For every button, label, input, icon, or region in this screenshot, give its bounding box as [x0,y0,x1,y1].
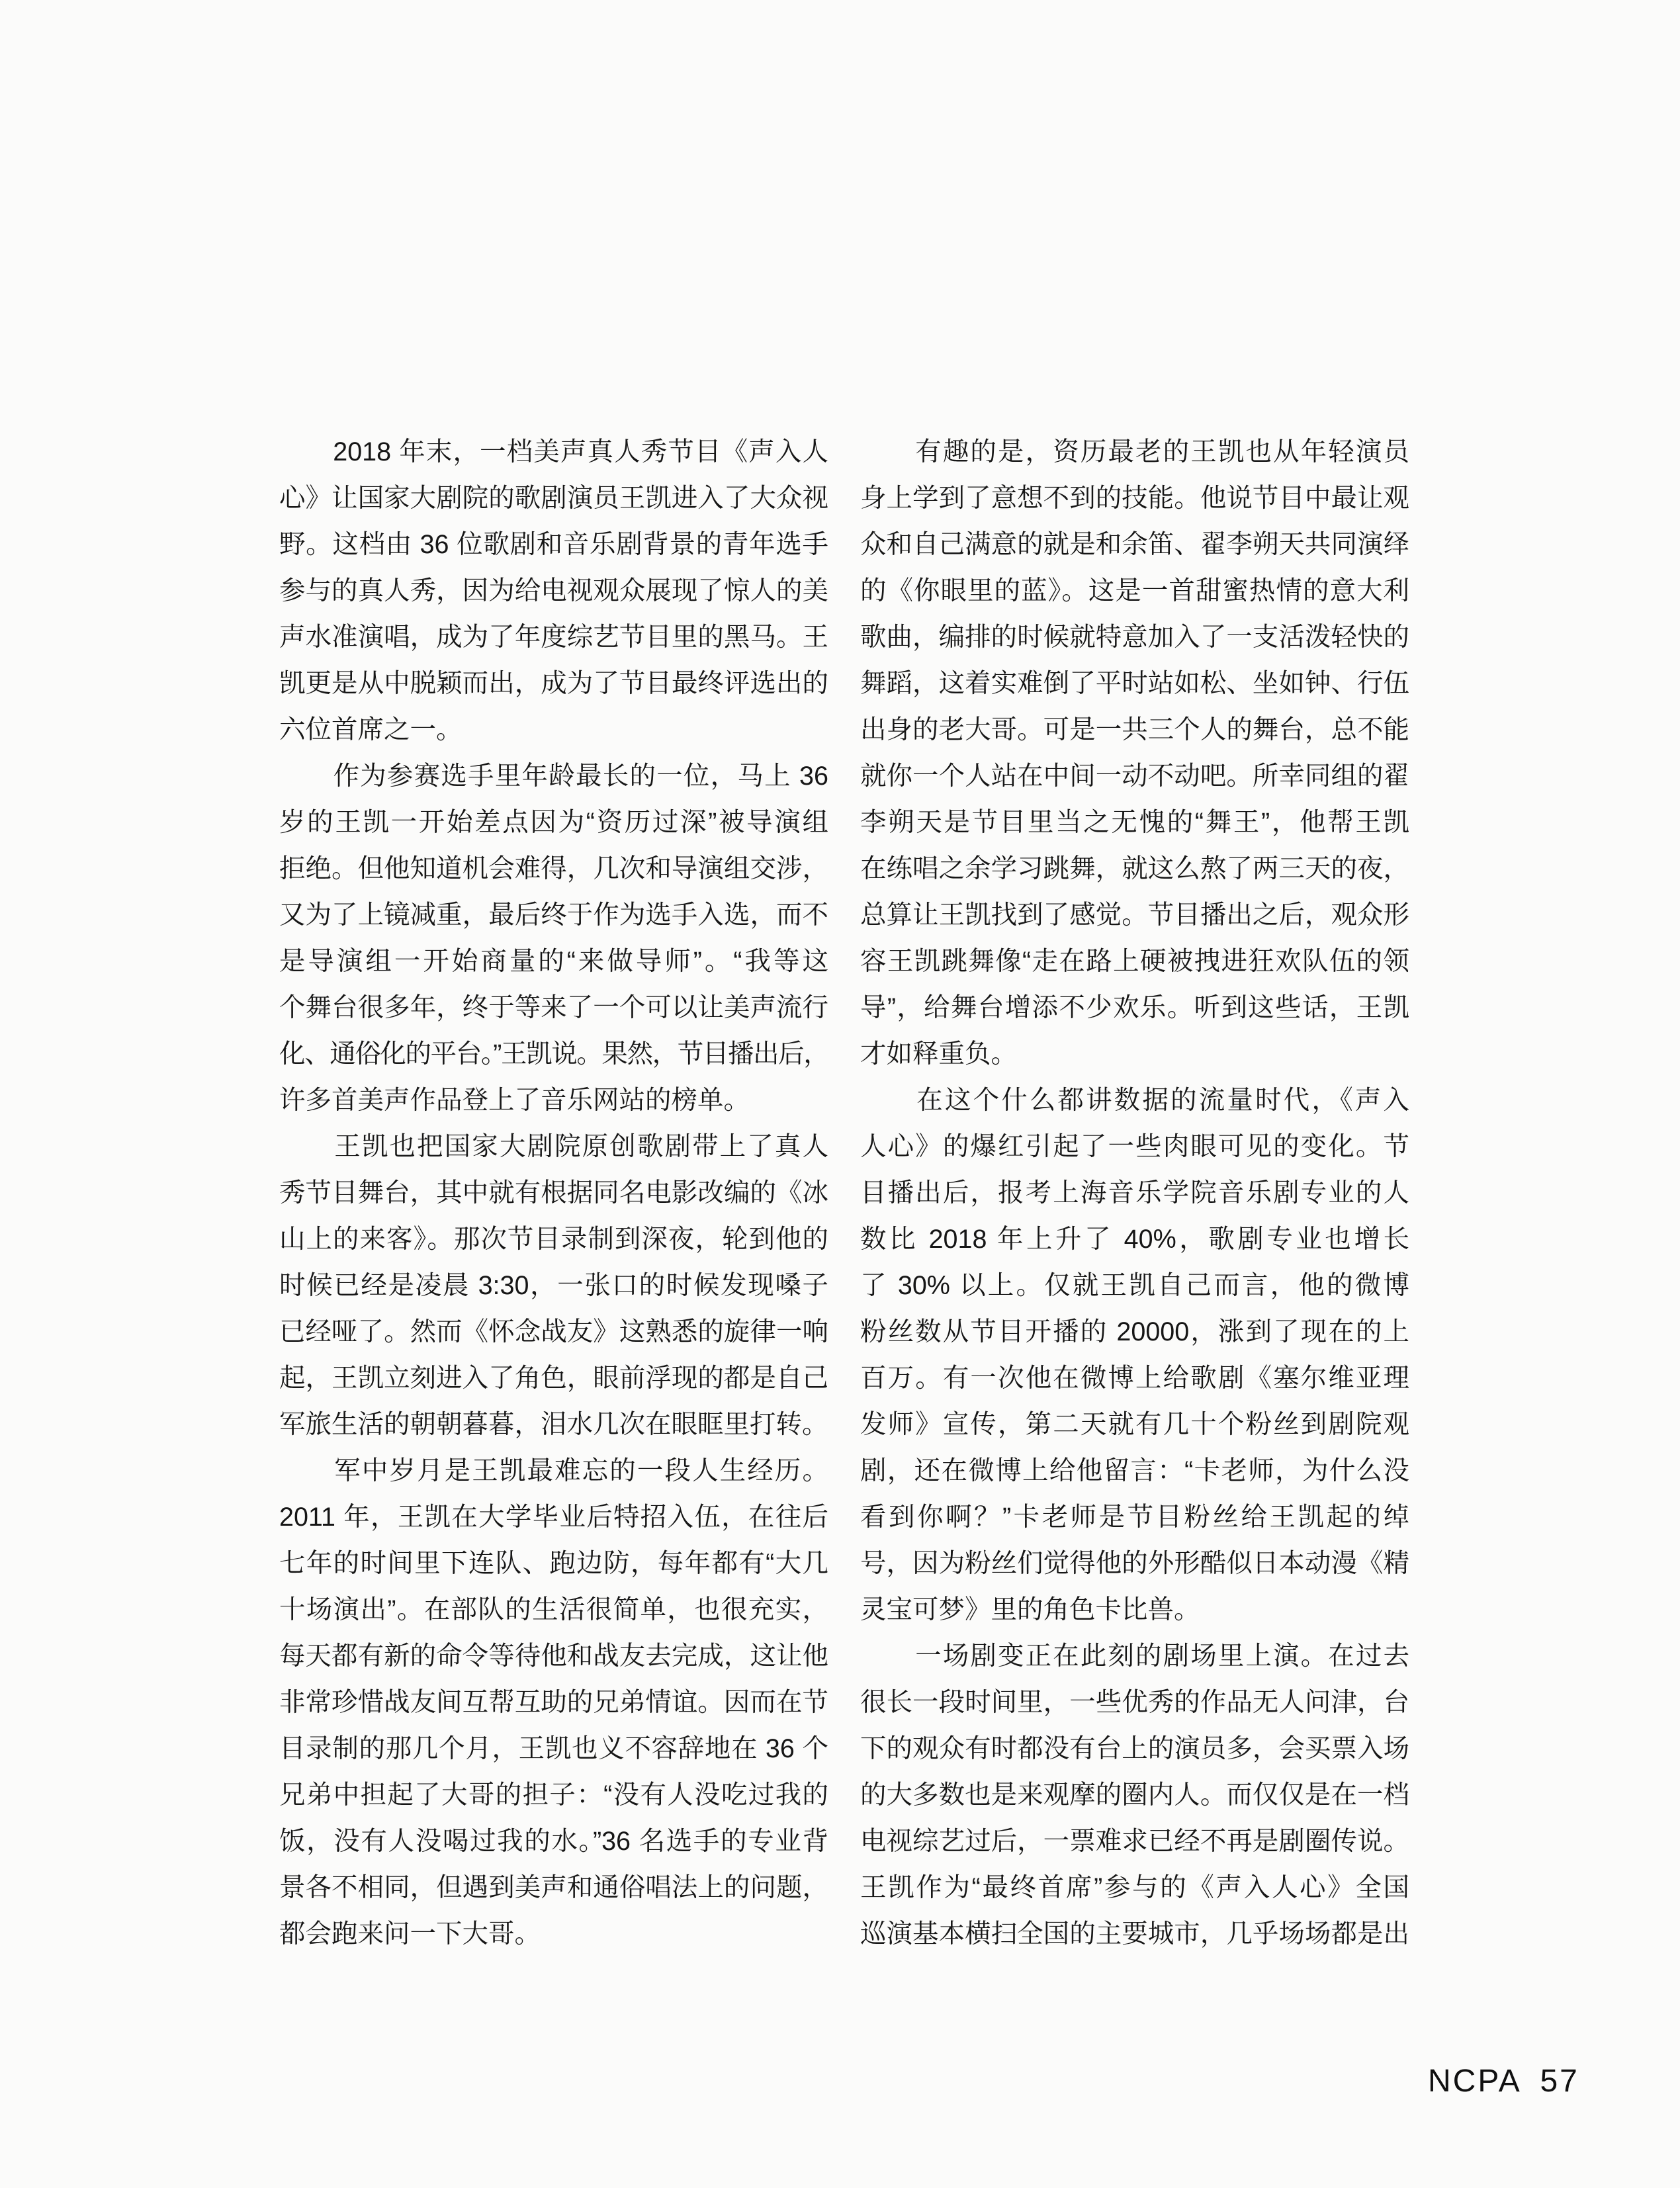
text-line: 粉丝数从节目开播的 20000，涨到了现在的上 [860,1317,1409,1346]
text-line: 王凯也把国家大剧院原创歌剧带上了真人 [279,1132,828,1161]
text-line: 秀节目舞台，其中就有根据同名电影改编的《冰 [279,1178,828,1207]
text-line: 已经哑了。然而《怀念战友》这熟悉的旋律一响 [279,1317,828,1346]
text-line: 十场演出”。在部队的生活很简单，也很充实， [279,1595,828,1624]
text-line: 发师》宣传，第二天就有几十个粉丝到剧院观 [860,1410,1409,1439]
text-line: 了 30% 以上。仅就王凯自己而言，他的微博 [860,1271,1409,1300]
text-line: 灵宝可梦》里的角色卡比兽。 [860,1595,1200,1624]
text-line: 六位首席之一。 [279,715,463,744]
text-line: 的大多数也是来观摩的圈内人。而仅仅是在一档 [860,1780,1409,1810]
text-line: 看到你啊？”卡老师是节目粉丝给王凯起的绰 [860,1503,1409,1532]
text-line: 饭，没有人没喝过我的水。”36 名选手的专业背 [279,1827,828,1856]
text-line: 2018 年末，一档美声真人秀节目《声入人 [279,437,828,466]
text-line: 2011 年，王凯在大学毕业后特招入伍，在往后 [279,1503,828,1532]
text-line: 岁的王凯一开始差点因为“资历过深”被导演组 [279,808,828,837]
text-line: 在这个什么都讲数据的流量时代，《声入 [860,1086,1409,1115]
text-line: 总算让王凯找到了感觉。节目播出之后，观众形 [860,900,1409,930]
text-line: 心》让国家大剧院的歌剧演员王凯进入了大众视 [279,484,828,513]
text-line: 是导演组一开始商量的“来做导师”。“我等这 [279,947,828,976]
text-line: 拒绝。但他知道机会难得，几次和导演组交涉， [279,854,828,883]
text-line: 军旅生活的朝朝暮暮，泪水几次在眼眶里打转。 [279,1410,828,1439]
text-line: 作为参赛选手里年龄最长的一位，马上 36 [279,762,828,791]
text-line: 的《你眼里的蓝》。这是一首甜蜜热情的意大利 [860,576,1409,605]
text-line: 巡演基本横扫全国的主要城市，几乎场场都是出 [860,1919,1409,1948]
text-line: 每天都有新的命令等待他和战友去完成，这让他 [279,1641,828,1671]
text-line: 数比 2018 年上升了 40%，歌剧专业也增长 [860,1225,1409,1254]
text-line: 有趣的是，资历最老的王凯也从年轻演员 [860,437,1409,466]
text-line: 目录制的那几个月，王凯也义不容辞地在 36 个 [279,1734,828,1763]
text-line: 众和自己满意的就是和余笛、翟李朔天共同演绎 [860,530,1409,559]
text-line: 导”，给舞台增添不少欢乐。听到这些话，王凯 [860,993,1409,1022]
text-line: 时候已经是凌晨 3:30，一张口的时候发现嗓子 [279,1271,828,1300]
text-line: 都会跑来问一下大哥。 [279,1919,541,1948]
text-line: 许多首美声作品登上了音乐网站的榜单。 [279,1086,750,1115]
text-line: 野。这档由 36 位歌剧和音乐剧背景的青年选手 [279,530,828,559]
text-line: 景各不相同，但遇到美声和通俗唱法上的问题， [279,1873,828,1902]
text-line: 剧，还在微博上给他留言：“卡老师，为什么没 [860,1456,1409,1485]
page-footer: NCPA 57 [1428,2064,1579,2099]
text-line: 目播出后，报考上海音乐学院音乐剧专业的人 [860,1178,1409,1207]
text-line: 凯更是从中脱颖而出，成为了节目最终评选出的 [279,669,828,698]
text-column-left [279,429,828,1957]
text-line: 身上学到了意想不到的技能。他说节目中最让观 [860,484,1409,513]
text-line: 又为了上镜减重，最后终于作为选手入选，而不 [279,900,828,930]
text-line: 军中岁月是王凯最难忘的一段人生经历。 [279,1456,828,1485]
text-line: 起，王凯立刻进入了角色，眼前浮现的都是自己 [279,1364,828,1393]
text-line: 就你一个人站在中间一动不动吧。所幸同组的翟 [860,762,1409,791]
text-column-right [860,429,1409,1957]
text-line: 舞蹈，这着实难倒了平时站如松、坐如钟、行伍 [860,669,1409,698]
text-line: 一场剧变正在此刻的剧场里上演。在过去 [860,1641,1409,1671]
text-line: 下的观众有时都没有台上的演员多，会买票入场 [860,1734,1409,1763]
text-line: 才如释重负。 [860,1039,1017,1069]
text-line: 歌曲，编排的时候就特意加入了一支活泼轻快的 [860,623,1409,652]
text-line: 声水准演唱，成为了年度综艺节目里的黑马。王 [279,623,828,652]
text-line: 号，因为粉丝们觉得他的外形酷似日本动漫《精 [860,1549,1409,1578]
text-line: 容王凯跳舞像“走在路上硬被拽进狂欢队伍的领 [860,947,1409,976]
text-line: 李朔天是节目里当之无愧的“舞王”，他帮王凯 [860,808,1409,837]
text-line: 出身的老大哥。可是一共三个人的舞台，总不能 [860,715,1409,744]
text-line: 非常珍惜战友间互帮互助的兄弟情谊。因而在节 [279,1688,828,1717]
text-line: 电视综艺过后，一票难求已经不再是剧圈传说。 [860,1827,1409,1856]
text-line: 王凯作为“最终首席”参与的《声入人心》全国 [860,1873,1409,1902]
text-line: 百万。有一次他在微博上给歌剧《塞尔维亚理 [860,1364,1409,1393]
text-line: 很长一段时间里，一些优秀的作品无人问津，台 [860,1688,1409,1717]
text-line: 化、通俗化的平台。”王凯说。果然，节目播出后， [279,1039,829,1069]
text-line: 参与的真人秀，因为给电视观众展现了惊人的美 [279,576,828,605]
text-line: 山上的来客》。那次节目录制到深夜，轮到他的 [279,1225,828,1254]
text-line: 个舞台很多年，终于等来了一个可以让美声流行 [279,993,828,1022]
text-line: 七年的时间里下连队、跑边防，每年都有“大几 [279,1549,828,1578]
text-line: 在练唱之余学习跳舞，就这么熬了两三天的夜， [860,854,1409,883]
text-line: 兄弟中担起了大哥的担子：“没有人没吃过我的 [279,1780,828,1810]
text-line: 人心》的爆红引起了一些肉眼可见的变化。节 [860,1132,1409,1161]
